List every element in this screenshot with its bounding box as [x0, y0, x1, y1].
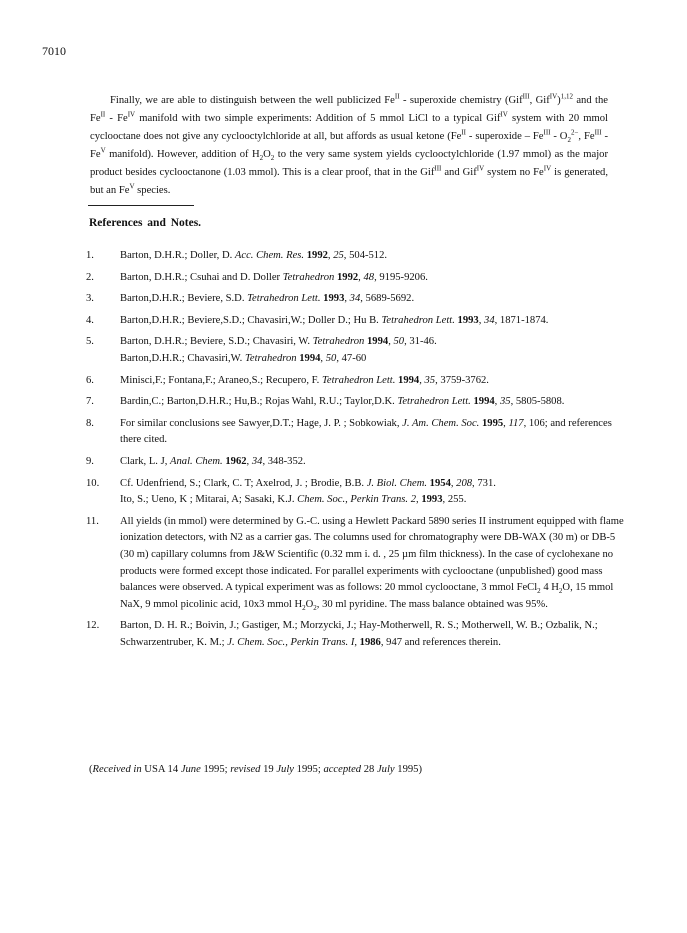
reference-item: 10. Cf. Udenfriend, S.; Clark, C. T; Axelrod, J. ; Brodie, B.B. J. Biol. Chem. 1954, 208, 731. Ito, S.; Ueno, K ; Mitarai, A; Sasaki, K.J. Chem. Soc., Perkin Trans. 2, 1993, 255.	[86, 477, 496, 506]
reference-item: 9. Clark, L. J, Anal. Chem. 1962, 34, 348-352.	[86, 455, 306, 467]
page-number: 7010	[42, 44, 66, 58]
reference-item: 5. Barton, D.H.R.; Beviere, S.D.; Chavasiri, W. Tetrahedron 1994, 50, 31-46. Barton,D.H.R.; Chavasiri,W. Tetrahedron 1994, 50, 47-60	[86, 336, 437, 364]
reference-item: 1. Barton, D.H.R.; Doller, D. Acc. Chem. Res. 1992, 25, 504-512.	[86, 250, 388, 261]
reference-item: 7. Bardin,C.; Barton,D.H.R.; Hu,B.; Rojas Wahl, R.U.; Taylor,D.K. Tetrahedron Lett. 1994, 35, 5805-5808.	[86, 396, 565, 408]
reference-item: 4. Barton,D.H.R.; Beviere,S.D.; Chavasiri,W.; Doller D.; Hu B. Tetrahedron Lett. 1993, 34, 1871-1874.	[86, 314, 549, 326]
references-heading: References and Notes.	[89, 217, 202, 229]
section-divider	[88, 205, 194, 206]
reference-item: 8. For similar conclusions see Sawyer,D.T.; Hage, J. P. ; Sobkowiak, J. Am. Chem. Soc. 1995, 117, 106; and references there cited.	[86, 417, 612, 446]
reference-item: 6. Minisci,F.; Fontana,F.; Araneo,S.; Recupero, F. Tetrahedron Lett. 1994, 35, 3759-3762.	[86, 374, 489, 386]
reference-item: 3. Barton,D.H.R.; Beviere, S.D. Tetrahedron Lett. 1993, 34, 5689-5692.	[86, 293, 415, 305]
reference-item: 2. Barton, D.H.R.; Csuhai and D. Doller Tetrahedron 1992, 48, 9195-9206.	[86, 271, 428, 283]
reference-list	[86, 248, 626, 656]
reference-item: 12. Barton, D. H. R.; Boivin, J.; Gastiger, M.; Morzycki, J.; Hay-Motherwell, R. S.; Motherwell, W. B.; Ozbalik, N.; Schwarzentruber, K. M.; J. Chem. Soc., Perkin Trans. I, 1986, 947 and references therein.	[86, 620, 598, 648]
received-dates: (Received in USA 14 June 1995; revised 19 July 1995; accepted 28 July 1995)	[89, 764, 423, 775]
reference-item: 11. All yields (in mmol) were determined by G.-C. using a Hewlett Packard 5890 series II instrument equipped with flame ionization detectors, with N2 as a carrier gas. The columns used for chromatography were DB-WAX (30 m) or DB-5 (30 m) capillary columns from J&W Scientific (0.32 mm i. d. , 25 µm film thickness). In the case of cyclohexane no products were formed except those indicated. For parallel experiments with cyclooctane (unpublished) good mass balances were observed. A typical experiment was as follows: 20 mmol cyclooctane, 3 mmol FeCl$_2$ 4 $H_2O$, 15 mmol NaX, 9 mmol picolinic acid, 10x3 mmol $H_2O_2$, 30 ml pyridine. The mass balance obtained was 95%.	[86, 515, 624, 612]
concluding-paragraph: Finally, we are able to distinguish between the well publicized $Fe^{II}$ - superoxide chemistry (Gif$^{III}$, Gif$^{IV}$)$^{1,12}$ and the $Fe^{II} - Fe^{IV}$ manifold with two simple experiments: Addition of 5 mmol LiCl to a typical Gif$^{IV}$ system with 20 mmol cyclooctane does not give any cyclooctylchloride at all, but affords as usual ketone ($Fe^{II}$ - superoxide – $Fe^{III} - O_2^{2-}$, $Fe^{III} - Fe^V$ manifold). However, addition of $H_2O_2$ to the very same system yields cyclooctylchloride (1.97 mmol) as the major product besides cyclooctanone (1.03 mmol). This is a clear proof, that in the Gif$^{III}$ and Gif$^{IV}$ system no $Fe^{IV}$ is generated, but an $Fe^V$ species.	[90, 92, 609, 196]
